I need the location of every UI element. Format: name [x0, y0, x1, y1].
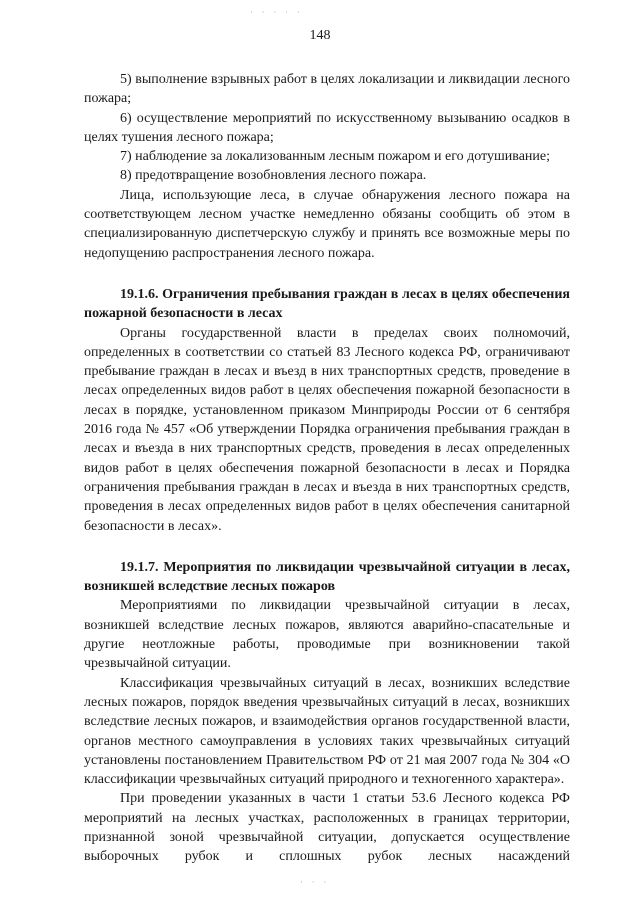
- paragraph-forest-users: Лица, использующие леса, в случае обнаружения лесного пожара на соответствующем лесном участке немедленно обязаны сообщить об этом в специализированную диспетчерскую службу и принять все возможные меры по недопущению распространения лесного пожара.: [84, 187, 570, 261]
- scan-noise: · · ·: [300, 878, 330, 888]
- scan-noise: · · · · ·: [250, 8, 303, 18]
- list-item: 6) осуществление мероприятий по искусственному вызыванию осадков в целях тушения лесного пожара;: [84, 110, 570, 145]
- document-body: [84, 70, 570, 867]
- section-19-1-7-paragraph-1: Мероприятиями по ликвидации чрезвычайной ситуации в лесах, возникшей вследствие лесных пожаров, являются аварийно-спасательные и другие неотложные работы, проводимые при возникновении такой чрезвычайной ситуации.: [84, 598, 570, 672]
- page-number: 148: [309, 28, 331, 43]
- section-heading-19-1-6: 19.1.6. Ограничения пребывания граждан в лесах в целях обеспечения пожарной безопасности в лесах: [84, 286, 570, 322]
- section-19-1-7-paragraph-2: Классификация чрезвычайных ситуаций в лесах, возникших вследствие лесных пожаров, порядок введения чрезвычайных ситуаций в лесах, возникших вследствие лесных пожаров, и взаимодействия органов государственной власти, органов местного самоуправления в условиях таких чрезвычайных ситуаций установлены постановлением Правительством РФ от 21 мая 2007 года № 304 «О классификации чрезвычайных ситуаций природного и техногенного характера».: [84, 675, 570, 788]
- section-19-1-7-paragraph-3: При проведении указанных в части 1 статьи 53.6 Лесного кодекса РФ мероприятий на лесных участках, расположенных в границах территории, признанной зоной чрезвычайной ситуации, допускается осуществление выборочных рубок и сплошных рубок лесных насаждений: [84, 791, 570, 865]
- list-item: 8) предотвращение возобновления лесного пожара.: [120, 168, 427, 184]
- list-item: 7) наблюдение за локализованным лесным пожаром и его дотушивание;: [120, 149, 551, 165]
- section-heading-19-1-7: 19.1.7. Мероприятия по ликвидации чрезвычайной ситуации в лесах, возникшей вследствие лесных пожаров: [84, 559, 570, 595]
- list-item: 5) выполнение взрывных работ в целях локализации и ликвидации лесного пожара;: [84, 72, 570, 107]
- section-19-1-6-paragraph: Органы государственной власти в пределах своих полномочий, определенных в соответствии со статьей 83 Лесного кодекса РФ, ограничивают пребывание граждан в лесах и въезд в них транспортных средств, проведение в лесах определенных видов работ в целях обеспечения пожарной безопасности в лесах в порядке, установленном приказом Минприроды России от 6 сентября 2016 года № 457 «Об утверждении Порядка ограничения пребывания граждан в лесах и въезда в них транспортных средств, проведения в лесах определенных видов работ в целях обеспечения пожарной безопасности в лесах и Порядка ограничения пребывания граждан в лесах и въезда в них транспортных средств, проведения в лесах определенных видов работ в целях обеспечения санитарной безопасности в лесах».: [84, 325, 570, 534]
